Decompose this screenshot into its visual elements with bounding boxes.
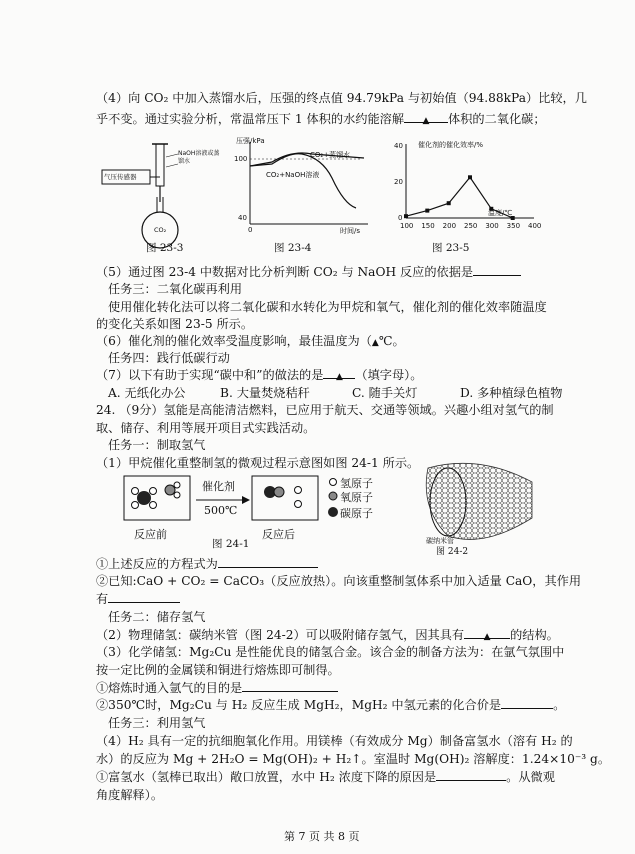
task1-heading: 任务一：制取氢气	[108, 438, 206, 452]
series-label-co2-water: CO₂+蒸馏水	[310, 151, 351, 159]
task2-heading: 任务二：储存氢气	[108, 610, 206, 624]
q7-text-a: （7）以下有助于实现“碳中和”的做法的是	[96, 368, 324, 382]
c1-text: ①上述反应的方程式为	[96, 557, 218, 571]
chart-xtick-150: 150	[421, 222, 435, 230]
q24-2-text-b: 的结构。	[510, 628, 559, 642]
efficiency-point-250	[468, 175, 472, 179]
fig-23-4-ylabel: 压强/kPa	[236, 137, 265, 145]
after-box	[252, 476, 318, 520]
chart-ytick-0: 0	[398, 214, 403, 222]
q24-4-line-2: 水）的反应为 Mg + 2H₂O = Mg(OH)₂ + H₂↑。室温时 Mg(OH)₂ 溶解度：1.24×10⁻³ g。	[96, 752, 611, 766]
q7-options	[108, 385, 562, 401]
fig-23-4-ytick-100: 100	[234, 155, 248, 163]
q4-line-2	[96, 111, 546, 127]
chart-ytick-40: 40	[394, 142, 403, 150]
chart-xtick-200: 200	[442, 222, 457, 230]
r2-text-a: ②350℃时，Mg₂Cu 与 H₂ 反应生成 MgH₂，MgH₂ 中氢元素的化合价是	[96, 698, 502, 712]
chart-xtick-300: 300	[485, 222, 499, 230]
q24-4-line-1: （4）H₂ 具有一定的抗细胞氧化作用。用镁棒（有效成分 Mg）制备富氢水（溶有 H₂ 的	[96, 734, 573, 748]
s1-line	[96, 769, 555, 785]
q5-answer-blank[interactable]	[473, 264, 521, 276]
efficiency-point-100	[404, 214, 408, 218]
c2-line-2	[96, 591, 180, 607]
r2-line	[96, 697, 565, 713]
task4-heading: 任务四：践行低碳行动	[108, 351, 230, 365]
chart-xtick-100: 100	[400, 222, 414, 230]
q24-3-line-1: （3）化学储氢：Mg₂Cu 是性能优良的储氢合金。该合金的制备方法为：在氩气氛围中	[96, 645, 565, 659]
efficiency-point-150	[425, 209, 429, 213]
legend-hydrogen-icon	[330, 479, 337, 486]
fig-24-2-caption: 图 24-2	[436, 547, 469, 557]
legend-oxygen-icon	[329, 492, 337, 500]
fig-23-3-caption: 图 23-3	[146, 242, 184, 254]
triangle-mark: ▲	[422, 116, 430, 126]
fig-23-4-ytick-40: 40	[238, 214, 247, 222]
fig-24-2-nanotube	[424, 458, 536, 550]
option-a[interactable]: A. 无纸化办公	[108, 386, 186, 400]
q24-line-2: 取、储存、利用等展开项目式实践活动。	[96, 421, 316, 435]
legend-oxygen: 氧原子	[340, 491, 373, 504]
q24-line-1: 24. （9分）氢能是高能清洁燃料，已应用于航天、交通等领域。兴趣小组对氢气的制	[96, 403, 554, 417]
methane-carbon-atom	[137, 491, 151, 505]
c1-line	[96, 556, 318, 572]
c1-answer-blank[interactable]	[218, 556, 318, 568]
s1-text-b: 。从微观	[506, 770, 555, 784]
page-footer: 第 7 页 共 8 页	[284, 830, 360, 843]
legend-hydrogen: 氢原子	[340, 477, 373, 490]
chart-xtick-400: 400	[528, 222, 542, 230]
legend-carbon-icon	[328, 507, 338, 517]
q6-line	[96, 333, 405, 351]
pressure-sensor-label: 气压传感器	[104, 173, 137, 181]
chart-title: 催化剂的催化效率/%	[418, 141, 484, 149]
r1-text: ①熔炼时通入氩气的目的是	[96, 681, 243, 695]
r2-answer-blank[interactable]	[501, 697, 553, 709]
q24-2-line	[96, 627, 559, 643]
chart-xtick-250: 250	[464, 222, 478, 230]
fig-23-4-xtick-0: 0	[248, 226, 253, 234]
q6-text-a: （6）催化剂的催化效率受温度影响，最佳温度为（	[96, 334, 372, 348]
fig-23-4-graph	[232, 138, 372, 238]
after-label: 反应后	[262, 528, 295, 541]
q5-line	[96, 264, 521, 280]
q24-3-line-2: 按一定比例的金属镁和铜进行熔炼即可制得。	[96, 663, 340, 677]
fig-23-4-caption: 图 23-4	[274, 242, 312, 254]
q7-line	[96, 367, 422, 383]
r1-answer-blank[interactable]	[242, 680, 338, 692]
fig-23-5-caption: 图 23-5	[432, 242, 470, 254]
s1-line-2: 角度解释）。	[96, 788, 164, 802]
liquid-label: NaOH溶液或蒸馏水	[178, 150, 220, 165]
q24-1-line: （1）甲烷催化重整制氢的微观过程示意图如图 24-1 所示。	[96, 456, 420, 470]
option-d[interactable]: D. 多种植绿色植物	[460, 386, 563, 400]
q7-answer-blank[interactable]: ▲	[323, 367, 355, 379]
fig-23-4-xlabel: 时间/s	[340, 227, 361, 235]
q6-triangle[interactable]: ▲	[371, 338, 379, 348]
nanotube-body	[426, 463, 532, 539]
q4-text-b: 体积的二氧化碳；	[448, 112, 546, 126]
task3b-heading: 任务三：利用氢气	[108, 716, 206, 730]
fig-23-3-apparatus	[100, 142, 220, 252]
s1-answer-blank[interactable]	[436, 769, 506, 781]
q4-line-1: （4）向 CO₂ 中加入蒸馏水后，压强的终点值 94.79kPa 与初始值（94.88kPa）比较，几	[96, 91, 587, 105]
c2-answer-blank[interactable]	[108, 591, 180, 603]
water-oxygen-atom	[165, 485, 175, 495]
legend-carbon: 碳原子	[340, 507, 373, 520]
chart-ytick-20: 20	[394, 178, 403, 186]
q24-2-text-a: （2）物理储氢：碳纳米管（图 24-2）可以吸附储存氢气，因其具有	[96, 628, 465, 642]
q7-text-b: （填字母）。	[355, 368, 423, 382]
r1-line	[96, 680, 338, 696]
q4-text-a: 乎不变。通过实验分析，常温常压下 1 体积的水约能溶解	[96, 112, 405, 126]
option-b[interactable]: B. 大量焚烧秸秆	[220, 386, 310, 400]
r2-text-b: 。	[553, 698, 566, 712]
option-c[interactable]: C. 随手关灯	[352, 386, 418, 400]
before-box	[124, 476, 190, 520]
q24-2-answer-blank[interactable]: ▲	[464, 627, 510, 639]
fig-24-1-diagram	[122, 474, 422, 544]
flask-label: CO₂	[154, 226, 167, 234]
chart-xtick-350: 350	[506, 222, 521, 230]
q5-text: （5）通过图 23-4 中数据对比分析判断 CO₂ 与 NaOH 反应的依据是	[96, 265, 474, 279]
syringe	[156, 144, 164, 186]
fig-23-5-chart	[388, 138, 542, 246]
temperature-label: 500℃	[204, 504, 238, 517]
nanotube-label: 碳纳米管	[426, 537, 454, 545]
c2-line-1: ②已知:CaO + CO₂ = CaCO₃（反应放热）。向该重整制氢体系中加入适量 CaO，其作用	[96, 574, 582, 588]
s1-text-a: ①富氢水（氢棒已取出）敞口放置，水中 H₂ 浓度下降的原因是	[96, 770, 437, 784]
catalyst-para-2: 的变化关系如图 23-5 所示。	[96, 317, 254, 331]
catalyst-label: 催化剂	[202, 480, 235, 493]
c2-text: 有	[96, 592, 109, 606]
efficiency-point-200	[447, 201, 451, 205]
q4-answer-blank[interactable]	[404, 111, 448, 126]
q6-text-b: ℃。	[378, 334, 405, 348]
before-label: 反应前	[134, 528, 167, 541]
task3-heading: 任务三：二氧化碳再利用	[108, 282, 243, 296]
series-label-co2-naoh: CO₂+NaOH溶液	[266, 171, 320, 179]
fig-24-1-caption: 图 24-1	[212, 538, 250, 550]
catalyst-para-1: 使用催化转化法可以将二氧化碳和水转化为甲烷和氧气，催化剂的催化效率随温度	[108, 300, 547, 314]
series-co2-naoh-line	[250, 154, 356, 208]
chart-xlabel: 温度/℃	[488, 209, 513, 217]
